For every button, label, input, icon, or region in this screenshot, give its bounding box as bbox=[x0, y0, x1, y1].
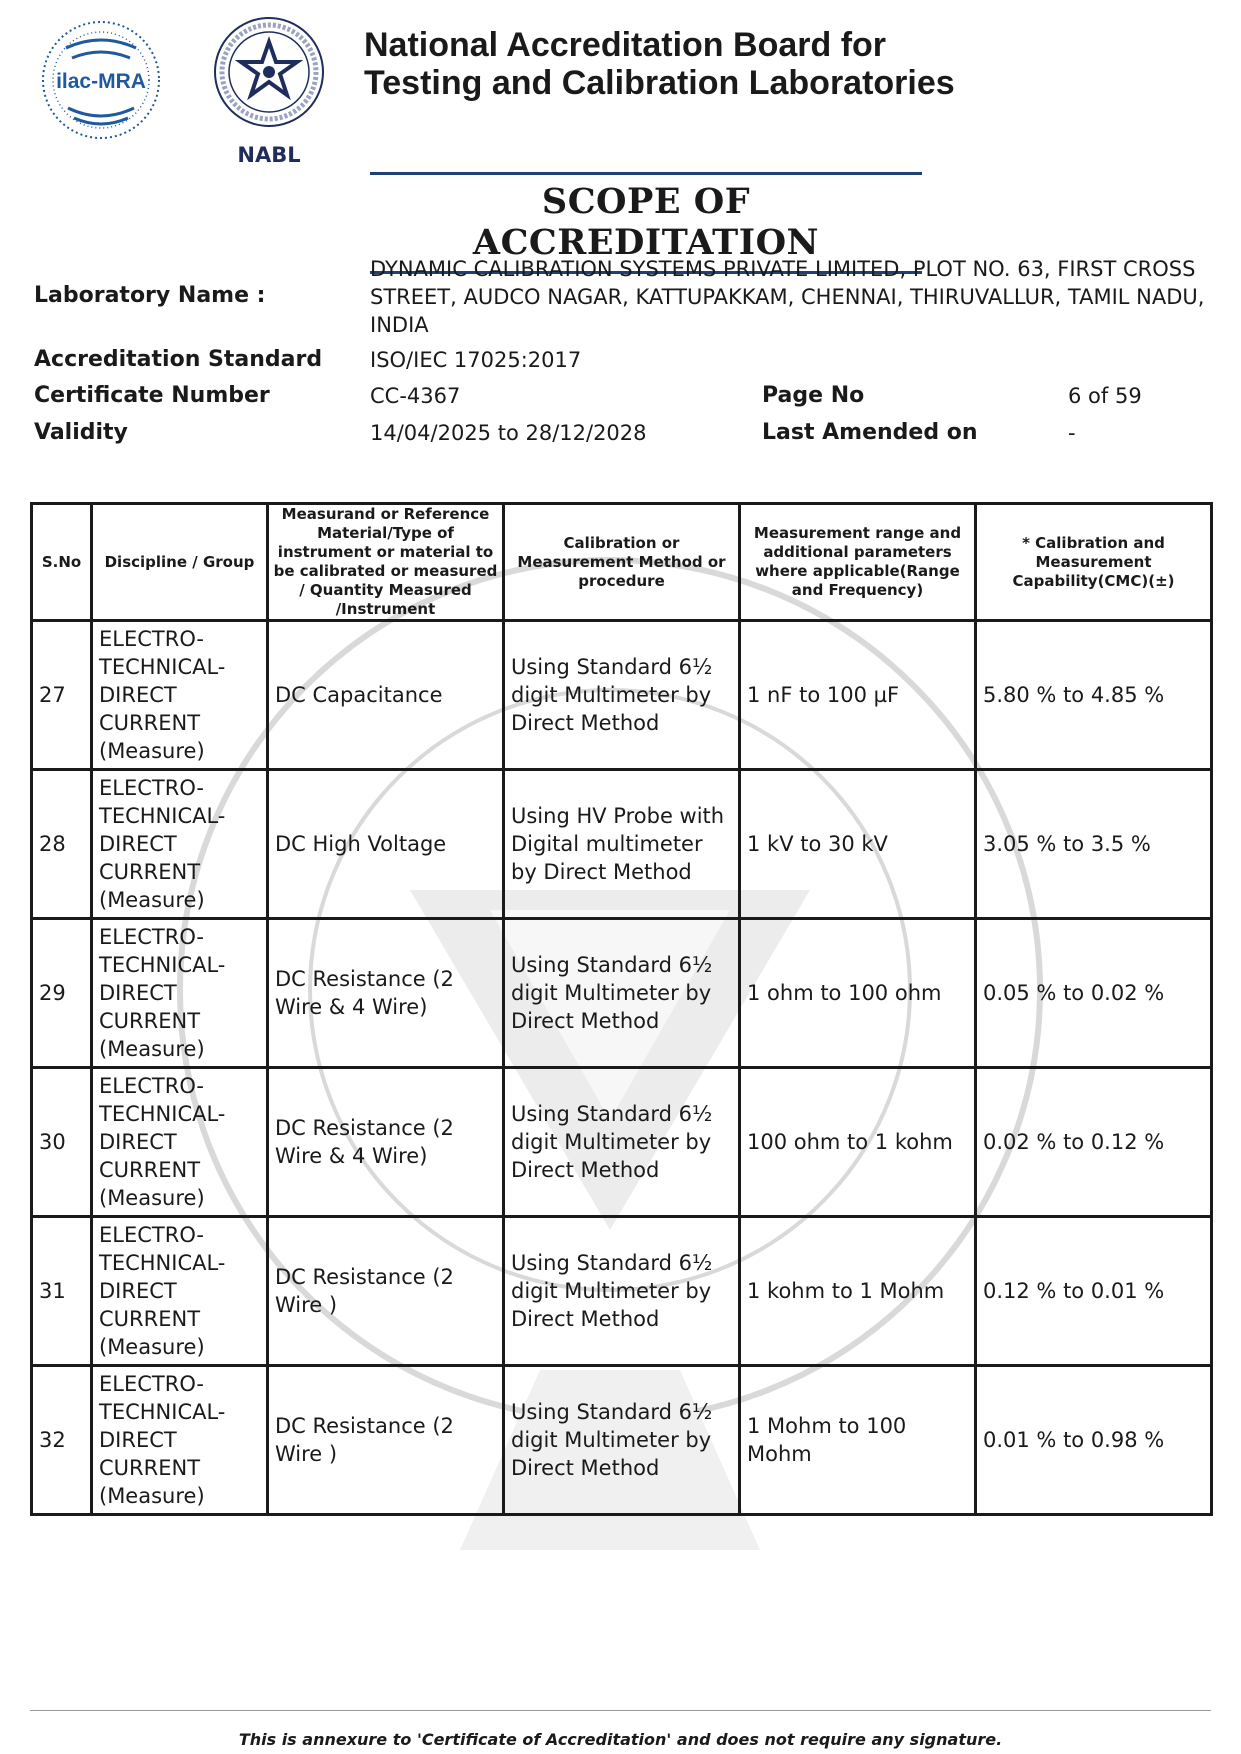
cell-cmc: 0.01 % to 0.98 % bbox=[976, 1366, 1212, 1515]
cell-method: Using Standard 6½ digit Multimeter by Direct Method bbox=[504, 1217, 740, 1366]
col-header-sno: S.No bbox=[32, 504, 92, 621]
cell-sno: 31 bbox=[32, 1217, 92, 1366]
col-header-cmc: * Calibration and Measurement Capability(CMC)(±) bbox=[976, 504, 1212, 621]
table-header-row bbox=[32, 504, 1212, 621]
cell-cmc: 5.80 % to 4.85 % bbox=[976, 621, 1212, 770]
validity-label: Validity bbox=[34, 420, 128, 445]
org-name-line2: Testing and Calibration Laboratories bbox=[364, 64, 955, 102]
cell-sno: 29 bbox=[32, 919, 92, 1068]
cell-cmc: 3.05 % to 3.5 % bbox=[976, 770, 1212, 919]
scope-table bbox=[30, 502, 1213, 1516]
cell-range: 1 Mohm to 100 Mohm bbox=[740, 1366, 976, 1515]
cell-measurand: DC Resistance (2 Wire ) bbox=[268, 1217, 504, 1366]
cell-range: 1 nF to 100 µF bbox=[740, 621, 976, 770]
cell-cmc: 0.05 % to 0.02 % bbox=[976, 919, 1212, 1068]
col-header-range: Measurement range and additional parameters where applicable(Range and Frequency) bbox=[740, 504, 976, 621]
cell-sno: 32 bbox=[32, 1366, 92, 1515]
page-no-label: Page No bbox=[762, 383, 865, 408]
cell-range: 1 kV to 30 kV bbox=[740, 770, 976, 919]
lab-name-line: STREET, AUDCO NAGAR, KATTUPAKKAM, CHENNAI, THIRUVALLUR, TAMIL NADU, bbox=[370, 285, 1205, 309]
cell-sno: 28 bbox=[32, 770, 92, 919]
cell-sno: 27 bbox=[32, 621, 92, 770]
page-no-value: 6 of 59 bbox=[1068, 384, 1142, 408]
cell-range: 1 ohm to 100 ohm bbox=[740, 919, 976, 1068]
svg-text:ilac-MRA: ilac-MRA bbox=[56, 70, 146, 93]
lab-name-value bbox=[370, 255, 1210, 339]
col-header-discipline: Discipline / Group bbox=[92, 504, 268, 621]
cell-measurand: DC Resistance (2 Wire & 4 Wire) bbox=[268, 1068, 504, 1217]
cell-cmc: 0.02 % to 0.12 % bbox=[976, 1068, 1212, 1217]
table-row bbox=[32, 621, 1212, 770]
col-header-measurand: Measurand or Reference Material/Type of instrument or material to be calibrated or measured / Quantity Measured /Instrument bbox=[268, 504, 504, 621]
cell-discipline: ELECTRO-TECHNICAL-DIRECT CURRENT (Measure) bbox=[92, 919, 268, 1068]
certificate-label: Certificate Number bbox=[34, 383, 270, 408]
standard-label: Accreditation Standard bbox=[34, 347, 323, 372]
cell-discipline: ELECTRO-TECHNICAL-DIRECT CURRENT (Measure) bbox=[92, 1366, 268, 1515]
cell-measurand: DC Resistance (2 Wire ) bbox=[268, 1366, 504, 1515]
standard-value: ISO/IEC 17025:2017 bbox=[370, 348, 582, 372]
col-header-method: Calibration or Measurement Method or procedure bbox=[504, 504, 740, 621]
cell-discipline: ELECTRO-TECHNICAL-DIRECT CURRENT (Measure) bbox=[92, 770, 268, 919]
table-row bbox=[32, 1068, 1212, 1217]
cell-method: Using Standard 6½ digit Multimeter by Direct Method bbox=[504, 919, 740, 1068]
cell-method: Using Standard 6½ digit Multimeter by Direct Method bbox=[504, 1366, 740, 1515]
cell-measurand: DC Capacitance bbox=[268, 621, 504, 770]
nabl-logo bbox=[208, 12, 330, 172]
cell-discipline: ELECTRO-TECHNICAL-DIRECT CURRENT (Measure) bbox=[92, 1217, 268, 1366]
cell-range: 100 ohm to 1 kohm bbox=[740, 1068, 976, 1217]
scope-title: SCOPE OF ACCREDITATION bbox=[370, 172, 922, 274]
cell-discipline: ELECTRO-TECHNICAL-DIRECT CURRENT (Measure) bbox=[92, 621, 268, 770]
cell-measurand: DC Resistance (2 Wire & 4 Wire) bbox=[268, 919, 504, 1068]
cell-method: Using Standard 6½ digit Multimeter by Direct Method bbox=[504, 621, 740, 770]
cell-cmc: 0.12 % to 0.01 % bbox=[976, 1217, 1212, 1366]
cell-measurand: DC High Voltage bbox=[268, 770, 504, 919]
table-row bbox=[32, 1366, 1212, 1515]
footer-note: This is annexure to 'Certificate of Accreditation' and does not require any signature. bbox=[238, 1730, 1003, 1749]
certificate-value: CC-4367 bbox=[370, 384, 461, 408]
table-row bbox=[32, 919, 1212, 1068]
org-name bbox=[364, 26, 955, 102]
last-amended-value: - bbox=[1068, 421, 1076, 445]
cell-range: 1 kohm to 1 Mohm bbox=[740, 1217, 976, 1366]
table-row bbox=[32, 770, 1212, 919]
last-amended-label: Last Amended on bbox=[762, 420, 978, 445]
footer-divider bbox=[30, 1710, 1211, 1711]
org-name-line1: National Accreditation Board for bbox=[364, 26, 887, 64]
svg-text:NABL: NABL bbox=[237, 143, 301, 167]
lab-name-label: Laboratory Name : bbox=[34, 283, 266, 308]
cell-discipline: ELECTRO-TECHNICAL-DIRECT CURRENT (Measure) bbox=[92, 1068, 268, 1217]
cell-method: Using Standard 6½ digit Multimeter by Direct Method bbox=[504, 1068, 740, 1217]
table-row bbox=[32, 1217, 1212, 1366]
cell-sno: 30 bbox=[32, 1068, 92, 1217]
lab-name-line: INDIA bbox=[370, 313, 429, 337]
ilac-mra-logo bbox=[38, 14, 164, 152]
cell-method: Using HV Probe with Digital multimeter by Direct Method bbox=[504, 770, 740, 919]
validity-value: 14/04/2025 to 28/12/2028 bbox=[370, 421, 647, 445]
lab-name-line: DYNAMIC CALIBRATION SYSTEMS PRIVATE LIMITED, PLOT NO. 63, FIRST CROSS bbox=[370, 257, 1196, 281]
